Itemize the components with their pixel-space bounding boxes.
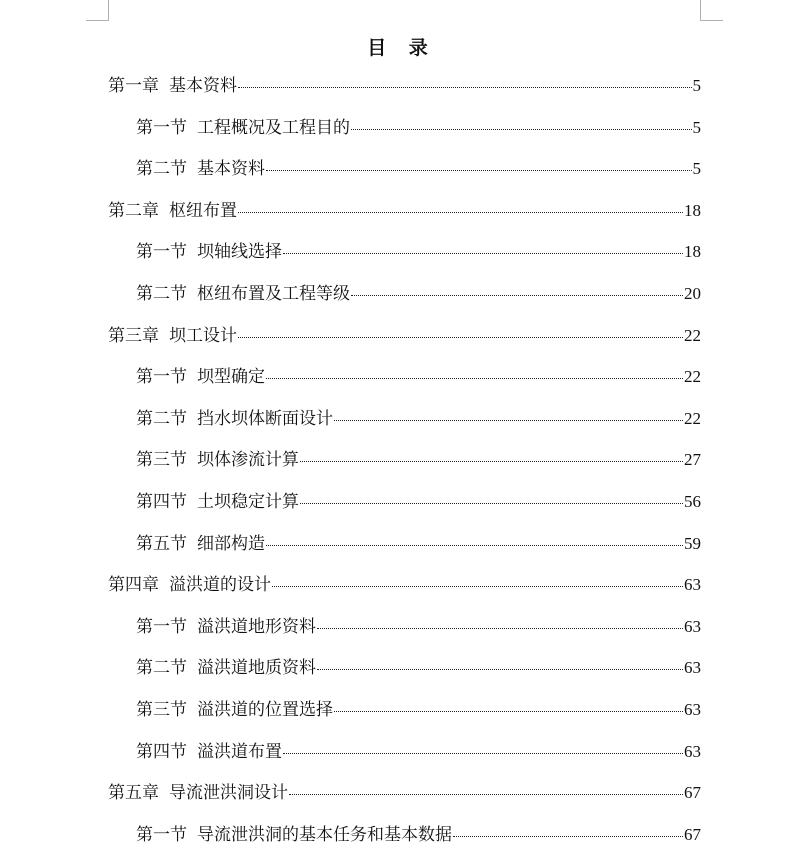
- toc-dot-leader: [317, 628, 683, 629]
- toc-entry-label: [108, 325, 237, 347]
- toc-section-entry[interactable]: [136, 366, 701, 388]
- toc-entry-label: [136, 533, 265, 555]
- toc-entry-label: [108, 782, 288, 804]
- toc-entry-label: [136, 824, 452, 846]
- toc-title: 目 录: [367, 37, 436, 59]
- toc-dot-leader: [238, 87, 692, 88]
- toc-entry-number: 第四节: [136, 492, 187, 512]
- toc-entry-number: 第三节: [136, 700, 187, 720]
- toc-dot-leader: [283, 753, 683, 754]
- toc-page-number: 22: [684, 367, 701, 386]
- toc-page-number: 27: [684, 450, 701, 469]
- toc-page-number: 5: [692, 76, 701, 95]
- toc-entry-number: 第三节: [136, 450, 187, 470]
- toc-page-number: 18: [684, 201, 701, 220]
- toc-entry-title: 溢洪道的设计: [169, 575, 271, 595]
- toc-page-number: 67: [684, 783, 701, 802]
- toc-entry-label: [136, 699, 333, 721]
- toc-dot-leader: [317, 669, 683, 670]
- toc-section-entry[interactable]: [136, 699, 701, 721]
- toc-dot-leader: [238, 337, 683, 338]
- toc-entry-number: 第二章: [108, 201, 159, 221]
- toc-section-entry[interactable]: [136, 491, 701, 513]
- toc-entry-label: [136, 283, 350, 305]
- toc-page-number: 63: [684, 700, 701, 719]
- toc-entry-title: 坝工设计: [169, 326, 237, 346]
- toc-section-entry[interactable]: [136, 657, 701, 679]
- toc-entry-number: 第五节: [136, 534, 187, 554]
- toc-entry-title: 挡水坝体断面设计: [197, 409, 333, 429]
- toc-entry-number: 第四章: [108, 575, 159, 595]
- toc-dot-leader: [289, 794, 683, 795]
- crop-mark-top-right: [700, 0, 723, 21]
- toc-dot-leader: [351, 129, 692, 130]
- toc-entry-label: [108, 574, 271, 596]
- toc-section-entry[interactable]: [136, 158, 701, 180]
- toc-entry-title: 溢洪道地质资料: [197, 658, 316, 678]
- toc-entry-title: 工程概况及工程目的: [197, 118, 350, 138]
- toc-entry-title: 坝体渗流计算: [197, 450, 299, 470]
- toc-dot-leader: [238, 212, 683, 213]
- toc-entry-number: 第三章: [108, 326, 159, 346]
- toc-section-entry[interactable]: [136, 117, 701, 139]
- toc-entry-label: [136, 158, 265, 180]
- toc-dot-leader: [300, 503, 683, 504]
- toc-entry-title: 枢纽布置: [169, 201, 237, 221]
- toc-chapter-entry[interactable]: [108, 200, 701, 222]
- toc-entry-label: [136, 491, 299, 513]
- toc-page-number: 67: [684, 825, 701, 844]
- toc-entry-number: 第一节: [136, 825, 187, 845]
- toc-section-entry[interactable]: [136, 408, 701, 430]
- toc-entry-number: 第一节: [136, 367, 187, 387]
- toc-page-number: 63: [684, 742, 701, 761]
- crop-mark-top-left: [86, 0, 109, 21]
- toc-dot-leader: [300, 461, 683, 462]
- toc-entry-label: [136, 241, 282, 263]
- toc-entry-title: 土坝稳定计算: [197, 492, 299, 512]
- toc-page-number: 22: [684, 409, 701, 428]
- toc-entry-label: [136, 741, 282, 763]
- toc-dot-leader: [272, 586, 683, 587]
- toc-page-number: 22: [684, 326, 701, 345]
- toc-page-number: 5: [692, 159, 701, 178]
- toc-entry-number: 第二节: [136, 284, 187, 304]
- toc-section-entry[interactable]: [136, 824, 701, 846]
- toc-entry-number: 第一节: [136, 118, 187, 138]
- toc-entry-label: [136, 657, 316, 679]
- toc-section-entry[interactable]: [136, 449, 701, 471]
- toc-entry-number: 第一节: [136, 617, 187, 637]
- toc-page-number: 18: [684, 242, 701, 261]
- toc-dot-leader: [266, 545, 683, 546]
- toc-entry-number: 第一章: [108, 76, 159, 96]
- toc-entry-title: 溢洪道的位置选择: [197, 700, 333, 720]
- toc-entry-number: 第一节: [136, 242, 187, 262]
- toc-dot-leader: [334, 420, 683, 421]
- toc-dot-leader: [334, 711, 683, 712]
- toc-entry-title: 溢洪道布置: [197, 742, 282, 762]
- toc-entry-label: [136, 616, 316, 638]
- toc-entry-number: 第二节: [136, 159, 187, 179]
- toc-entry-title: 枢纽布置及工程等级: [197, 284, 350, 304]
- toc-dot-leader: [283, 253, 683, 254]
- toc-entry-label: [136, 117, 350, 139]
- toc-entry-number: 第二节: [136, 658, 187, 678]
- toc-entry-label: [108, 75, 237, 97]
- toc-entry-title: 溢洪道地形资料: [197, 617, 316, 637]
- toc-page-number: 59: [684, 534, 701, 553]
- toc-entry-title: 基本资料: [169, 76, 237, 96]
- toc-page-number: 5: [692, 118, 701, 137]
- toc-entry-label: [136, 408, 333, 430]
- toc-entry-label: [136, 366, 265, 388]
- toc-chapter-entry[interactable]: [108, 782, 701, 804]
- toc-entry-title: 基本资料: [197, 159, 265, 179]
- toc-entry-number: 第二节: [136, 409, 187, 429]
- toc-section-entry[interactable]: [136, 616, 701, 638]
- toc-dot-leader: [351, 295, 683, 296]
- toc-section-entry[interactable]: [136, 241, 701, 263]
- toc-chapter-entry[interactable]: [108, 574, 701, 596]
- toc-chapter-entry[interactable]: [108, 325, 701, 347]
- toc-entry-number: 第四节: [136, 742, 187, 762]
- toc-section-entry[interactable]: [136, 533, 701, 555]
- toc-entry-number: 第五章: [108, 783, 159, 803]
- toc-page-number: 63: [684, 617, 701, 636]
- toc-entry-title: 细部构造: [197, 534, 265, 554]
- toc-entry-title: 坝型确定: [197, 367, 265, 387]
- toc-page-number: 63: [684, 658, 701, 677]
- toc-page-number: 56: [684, 492, 701, 511]
- toc-entry-title: 坝轴线选择: [197, 242, 282, 262]
- toc-entry-label: [136, 449, 299, 471]
- toc-page-number: 20: [684, 284, 701, 303]
- toc-dot-leader: [266, 170, 692, 171]
- toc-dot-leader: [266, 378, 683, 379]
- toc-section-entry[interactable]: [136, 741, 701, 763]
- toc-page-number: 63: [684, 575, 701, 594]
- toc-entry-title: 导流泄洪洞设计: [169, 783, 288, 803]
- toc-chapter-entry[interactable]: [108, 75, 701, 97]
- toc-section-entry[interactable]: [136, 283, 701, 305]
- toc-entry-label: [108, 200, 237, 222]
- toc-dot-leader: [453, 836, 683, 837]
- toc-entry-title: 导流泄洪洞的基本任务和基本数据: [197, 825, 452, 845]
